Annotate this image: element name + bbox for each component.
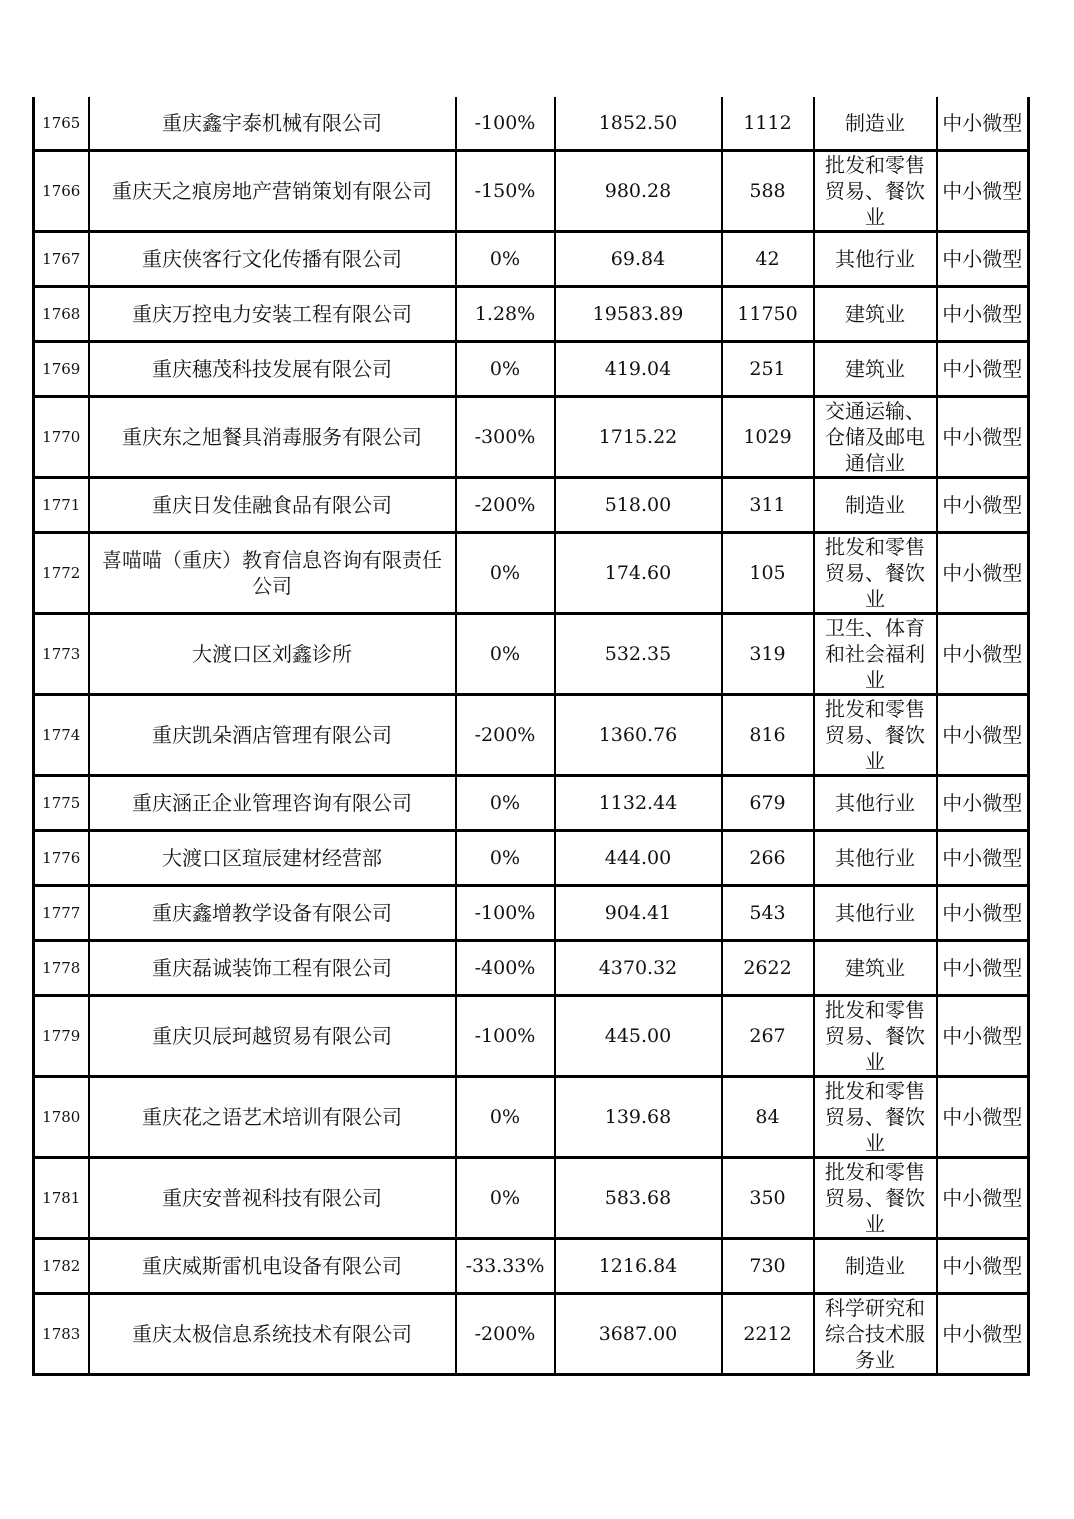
cell-amount [555,1239,722,1294]
cell-size-text: 中小微型 [942,357,1023,381]
cell-industry [814,614,937,695]
cell-size-text: 中小微型 [942,1105,1023,1129]
table-row [34,941,1029,996]
cell-amount-text: 904.41 [604,902,672,924]
cell-number [34,1294,89,1375]
cell-amount [555,776,722,831]
enterprise-table [32,97,1030,1376]
cell-number-text: 1775 [42,794,81,812]
cell-number [34,1239,89,1294]
cell-company-name-text: 重庆鑫增教学设备有限公司 [152,901,392,925]
cell-number [34,831,89,886]
cell-number [34,533,89,614]
cell-company-name-text: 重庆贝辰珂越贸易有限公司 [152,1024,392,1048]
cell-rate-text: -100% [474,902,536,924]
table-row [34,533,1029,614]
cell-number [34,287,89,342]
cell-rate [456,1294,555,1375]
cell-amount-text: 518.00 [604,494,672,516]
cell-count [722,287,814,342]
cell-industry-text: 建筑业 [845,956,905,980]
cell-amount-text: 532.35 [604,643,672,665]
cell-amount-text: 174.60 [604,562,672,584]
cell-count [722,397,814,478]
cell-rate-text: 0% [489,1106,521,1128]
cell-number [34,232,89,287]
cell-number-text: 1772 [42,564,81,582]
cell-industry-text: 制造业 [845,111,905,135]
cell-rate-text: -100% [474,112,536,134]
cell-count-text: 311 [749,494,786,516]
cell-industry-text: 其他行业 [835,791,915,815]
cell-industry [814,1239,937,1294]
cell-amount-text: 445.00 [604,1025,672,1047]
cell-amount [555,1077,722,1158]
table-row [34,287,1029,342]
cell-size [937,533,1029,614]
cell-number-text: 1771 [42,496,81,514]
table-row [34,614,1029,695]
cell-count-text: 679 [749,792,786,814]
cell-industry-text: 批发和零售贸易、餐饮业 [825,1079,925,1155]
cell-number-text: 1777 [42,904,81,922]
cell-number-text: 1778 [42,959,81,977]
cell-industry-text: 批发和零售贸易、餐饮业 [825,998,925,1074]
cell-size [937,996,1029,1077]
cell-count [722,232,814,287]
cell-amount [555,941,722,996]
cell-amount [555,397,722,478]
cell-industry [814,287,937,342]
cell-rate [456,695,555,776]
cell-company-name [89,1294,456,1375]
cell-company-name-text: 重庆太极信息系统技术有限公司 [132,1322,412,1346]
cell-size-text: 中小微型 [942,493,1023,517]
cell-number [34,151,89,232]
cell-amount-text: 19583.89 [592,303,684,325]
cell-number [34,941,89,996]
cell-number-text: 1780 [42,1108,81,1126]
cell-size [937,97,1029,151]
cell-industry-text: 其他行业 [835,846,915,870]
cell-company-name-text: 重庆东之旭餐具消毒服务有限公司 [122,425,422,449]
cell-size [937,397,1029,478]
cell-rate [456,397,555,478]
cell-number [34,614,89,695]
cell-amount-text: 69.84 [610,248,666,270]
cell-number [34,695,89,776]
cell-rate-text: 0% [489,562,521,584]
cell-count [722,776,814,831]
cell-rate [456,996,555,1077]
table-row [34,886,1029,941]
cell-industry [814,478,937,533]
cell-size-text: 中小微型 [942,111,1023,135]
cell-size-text: 中小微型 [942,1322,1023,1346]
cell-size [937,478,1029,533]
cell-amount-text: 444.00 [604,847,672,869]
cell-industry [814,151,937,232]
cell-rate [456,1239,555,1294]
cell-count-text: 350 [749,1187,786,1209]
cell-industry-text: 卫生、体育和社会福利业 [825,616,925,692]
cell-industry-text: 批发和零售贸易、餐饮业 [825,697,925,773]
cell-amount-text: 4370.32 [598,957,678,979]
cell-size-text: 中小微型 [942,561,1023,585]
cell-count-text: 730 [749,1255,786,1277]
cell-rate [456,151,555,232]
cell-rate [456,1077,555,1158]
cell-count-text: 1029 [743,426,792,448]
cell-rate-text: -150% [474,180,536,202]
table-row [34,776,1029,831]
cell-rate [456,886,555,941]
cell-amount [555,614,722,695]
cell-company-name-text: 重庆凯朵酒店管理有限公司 [152,723,392,747]
cell-count-text: 2212 [743,1323,792,1345]
cell-company-name [89,941,456,996]
cell-company-name [89,1077,456,1158]
cell-industry-text: 其他行业 [835,247,915,271]
cell-company-name [89,1239,456,1294]
table-row [34,1239,1029,1294]
cell-amount [555,1158,722,1239]
cell-number [34,342,89,397]
cell-count-text: 816 [749,724,786,746]
cell-count [722,831,814,886]
cell-industry [814,831,937,886]
cell-company-name [89,996,456,1077]
cell-company-name [89,886,456,941]
cell-industry [814,1077,937,1158]
cell-company-name [89,342,456,397]
cell-number [34,397,89,478]
cell-number [34,1158,89,1239]
cell-amount [555,533,722,614]
cell-count [722,1077,814,1158]
cell-number-text: 1773 [42,645,81,663]
cell-amount-text: 419.04 [604,358,672,380]
cell-count [722,97,814,151]
cell-amount [555,287,722,342]
cell-rate-text: 1.28% [474,303,536,325]
cell-count [722,886,814,941]
cell-amount-text: 1132.44 [598,792,678,814]
cell-number-text: 1774 [42,726,81,744]
cell-size-text: 中小微型 [942,1254,1023,1278]
cell-size [937,776,1029,831]
cell-number-text: 1770 [42,428,81,446]
cell-size [937,941,1029,996]
cell-industry-text: 其他行业 [835,901,915,925]
cell-industry-text: 科学研究和综合技术服务业 [825,1296,925,1372]
cell-count-text: 251 [749,358,786,380]
cell-size [937,342,1029,397]
cell-count-text: 105 [749,562,786,584]
cell-count [722,1294,814,1375]
cell-rate-text: -200% [474,1323,536,1345]
cell-number [34,478,89,533]
cell-rate [456,342,555,397]
cell-size [937,287,1029,342]
cell-industry-text: 批发和零售贸易、餐饮业 [825,153,925,229]
cell-count [722,996,814,1077]
data-table-container [32,97,1027,1376]
cell-company-name-text: 重庆磊诚装饰工程有限公司 [152,956,392,980]
cell-company-name-text: 重庆万控电力安装工程有限公司 [132,302,412,326]
table-row [34,695,1029,776]
cell-rate-text: -200% [474,494,536,516]
cell-number-text: 1767 [42,250,81,268]
cell-company-name-text: 重庆威斯雷机电设备有限公司 [142,1254,402,1278]
cell-size-text: 中小微型 [942,179,1023,203]
cell-size-text: 中小微型 [942,642,1023,666]
cell-industry [814,996,937,1077]
cell-rate [456,831,555,886]
cell-size-text: 中小微型 [942,247,1023,271]
cell-industry [814,533,937,614]
table-row [34,996,1029,1077]
cell-size-text: 中小微型 [942,425,1023,449]
table-row [34,151,1029,232]
cell-company-name [89,831,456,886]
cell-amount [555,1294,722,1375]
cell-size-text: 中小微型 [942,791,1023,815]
cell-amount [555,886,722,941]
cell-size-text: 中小微型 [942,302,1023,326]
cell-company-name-text: 大渡口区刘鑫诊所 [192,642,352,666]
cell-amount [555,97,722,151]
cell-number-text: 1779 [42,1027,81,1045]
table-row [34,1294,1029,1375]
cell-rate-text: -200% [474,724,536,746]
cell-number-text: 1766 [42,182,81,200]
table-row [34,397,1029,478]
cell-amount-text: 583.68 [604,1187,672,1209]
cell-rate-text: 0% [489,248,521,270]
cell-company-name [89,533,456,614]
cell-count-text: 266 [749,847,786,869]
cell-industry [814,232,937,287]
cell-count [722,533,814,614]
cell-company-name [89,232,456,287]
cell-rate-text: -400% [474,957,536,979]
cell-number-text: 1781 [42,1189,81,1207]
cell-industry [814,776,937,831]
cell-amount-text: 980.28 [604,180,672,202]
cell-rate [456,1158,555,1239]
cell-industry [814,886,937,941]
cell-number [34,776,89,831]
cell-number-text: 1765 [42,114,81,132]
cell-number-text: 1776 [42,849,81,867]
cell-rate [456,614,555,695]
cell-size [937,1294,1029,1375]
cell-size-text: 中小微型 [942,1024,1023,1048]
cell-amount-text: 1360.76 [598,724,678,746]
cell-count-text: 11750 [737,303,798,325]
cell-rate [456,287,555,342]
table-row [34,478,1029,533]
table-row [34,342,1029,397]
cell-count-text: 319 [749,643,786,665]
cell-rate [456,776,555,831]
cell-rate [456,232,555,287]
cell-company-name-text: 大渡口区瑄辰建材经营部 [162,846,382,870]
cell-industry-text: 建筑业 [845,357,905,381]
cell-industry-text: 建筑业 [845,302,905,326]
cell-company-name [89,397,456,478]
cell-rate-text: -300% [474,426,536,448]
cell-size [937,831,1029,886]
cell-company-name-text: 重庆穗茂科技发展有限公司 [152,357,392,381]
cell-company-name [89,97,456,151]
table-row [34,1077,1029,1158]
cell-rate-text: 0% [489,792,521,814]
cell-rate [456,533,555,614]
cell-company-name-text: 重庆花之语艺术培训有限公司 [142,1105,402,1129]
cell-amount [555,695,722,776]
cell-industry [814,695,937,776]
cell-number-text: 1768 [42,305,81,323]
cell-industry [814,97,937,151]
cell-industry [814,941,937,996]
cell-count [722,695,814,776]
cell-size [937,1158,1029,1239]
cell-count [722,1158,814,1239]
cell-size [937,1239,1029,1294]
cell-company-name [89,695,456,776]
cell-industry [814,342,937,397]
cell-size [937,695,1029,776]
cell-company-name [89,478,456,533]
cell-size [937,886,1029,941]
table-row [34,831,1029,886]
cell-amount [555,342,722,397]
cell-number-text: 1782 [42,1257,81,1275]
cell-size-text: 中小微型 [942,1186,1023,1210]
cell-industry [814,397,937,478]
cell-number [34,1077,89,1158]
cell-amount [555,478,722,533]
cell-amount [555,831,722,886]
cell-company-name [89,151,456,232]
cell-industry [814,1158,937,1239]
cell-count-text: 543 [749,902,786,924]
cell-rate-text: -100% [474,1025,536,1047]
cell-count-text: 2622 [743,957,792,979]
cell-count [722,614,814,695]
cell-company-name-text: 重庆鑫宇泰机械有限公司 [162,111,382,135]
table-row [34,1158,1029,1239]
cell-number [34,996,89,1077]
cell-number [34,886,89,941]
cell-size [937,151,1029,232]
cell-amount-text: 3687.00 [598,1323,678,1345]
cell-industry-text: 批发和零售贸易、餐饮业 [825,1160,925,1236]
cell-amount [555,996,722,1077]
cell-amount-text: 1715.22 [598,426,678,448]
cell-industry-text: 批发和零售贸易、餐饮业 [825,535,925,611]
cell-count [722,941,814,996]
cell-industry-text: 交通运输、仓储及邮电通信业 [825,399,925,475]
cell-count-text: 84 [755,1106,780,1128]
cell-rate [456,97,555,151]
cell-size-text: 中小微型 [942,723,1023,747]
cell-rate-text: 0% [489,847,521,869]
cell-size [937,614,1029,695]
cell-count-text: 267 [749,1025,786,1047]
cell-amount-text: 1852.50 [598,112,678,134]
cell-rate-text: 0% [489,1187,521,1209]
cell-size-text: 中小微型 [942,901,1023,925]
cell-company-name [89,1158,456,1239]
cell-rate-text: 0% [489,643,521,665]
cell-size [937,1077,1029,1158]
cell-count-text: 588 [749,180,786,202]
cell-industry-text: 制造业 [845,1254,905,1278]
cell-count [722,1239,814,1294]
cell-company-name-text: 重庆天之痕房地产营销策划有限公司 [112,179,432,203]
cell-count [722,342,814,397]
cell-company-name-text: 重庆涵正企业管理咨询有限公司 [132,791,412,815]
cell-size-text: 中小微型 [942,846,1023,870]
cell-amount [555,232,722,287]
cell-rate-text: 0% [489,358,521,380]
cell-count-text: 1112 [743,112,792,134]
cell-count-text: 42 [755,248,780,270]
cell-amount-text: 139.68 [604,1106,672,1128]
cell-number-text: 1783 [42,1325,81,1343]
cell-company-name [89,287,456,342]
cell-number-text: 1769 [42,360,81,378]
cell-rate-text: -33.33% [465,1255,545,1277]
cell-count [722,151,814,232]
cell-company-name-text: 重庆安普视科技有限公司 [162,1186,382,1210]
cell-amount-text: 1216.84 [598,1255,678,1277]
cell-company-name-text: 重庆侠客行文化传播有限公司 [142,247,402,271]
cell-industry [814,1294,937,1375]
cell-count [722,478,814,533]
cell-industry-text: 制造业 [845,493,905,517]
table-body [34,97,1029,1375]
cell-rate [456,941,555,996]
cell-company-name-text: 重庆日发佳融食品有限公司 [152,493,392,517]
cell-rate [456,478,555,533]
cell-company-name [89,776,456,831]
table-row [34,97,1029,151]
cell-size [937,232,1029,287]
table-row [34,232,1029,287]
cell-company-name-text: 喜喵喵（重庆）教育信息咨询有限责任公司 [102,548,442,598]
cell-size-text: 中小微型 [942,956,1023,980]
cell-number [34,97,89,151]
cell-company-name [89,614,456,695]
cell-amount [555,151,722,232]
